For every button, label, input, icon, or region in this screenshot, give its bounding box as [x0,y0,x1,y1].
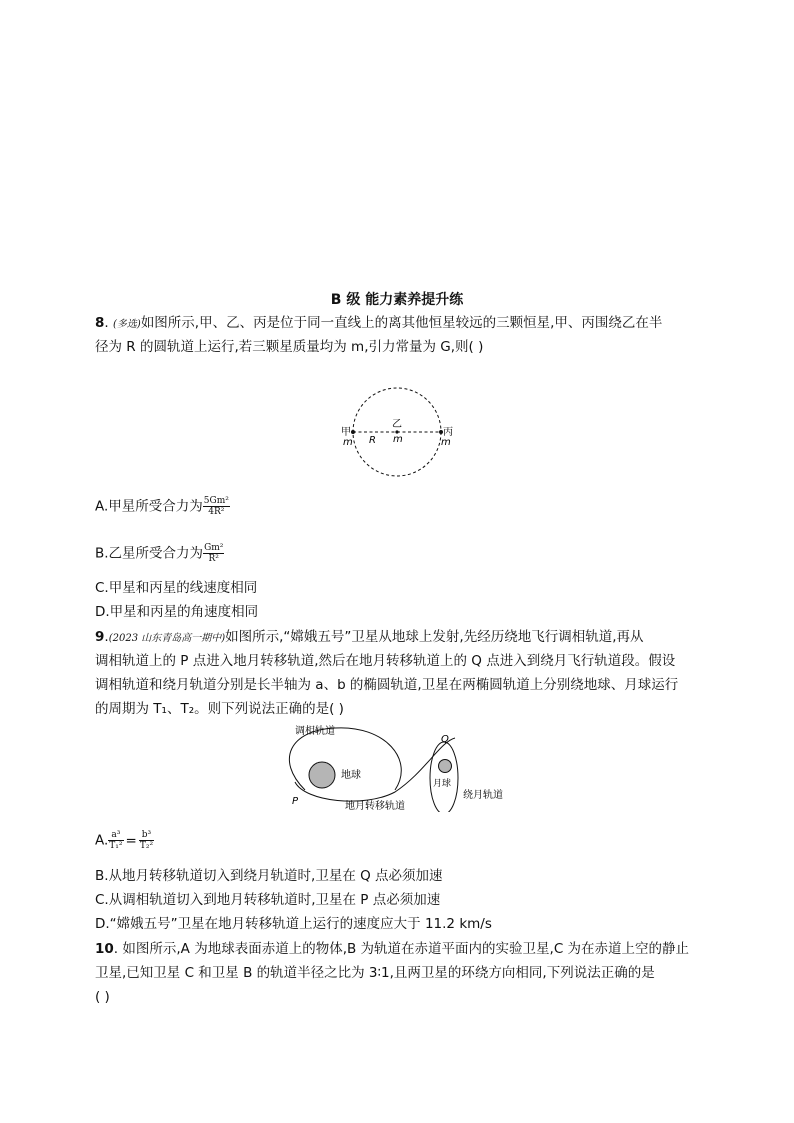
q9-option-c: C.从调相轨道切入到地月转移轨道时,卫星在 P 点必须加速 [95,892,441,908]
q8-number: 8 [95,315,105,331]
q8-label-R: R [369,435,376,446]
q9-stem-line2: 调相轨道上的 P 点进入地月转移轨道,然后在地月转移轨道上的 Q 点进入到绕月飞行轨道段。假设 [95,653,676,669]
q9-number: 9 [95,629,105,645]
q9-label-lunar-orbit: 绕月轨道 [463,790,503,801]
q8-option-a-den: 4R² [208,507,225,517]
q9-stem-line4: 的周期为 T₁、T₂。则下列说法正确的是( ) [95,701,344,717]
q9-label-transfer-orbit: 地月转移轨道 [345,801,405,812]
q8-option-b [95,543,224,564]
q8-option-a-num: 5Gm² [203,496,229,506]
q8-option-a-text: A.甲星所受合力为 [95,498,203,515]
q8-option-b-num: Gm² [204,543,224,553]
q9-option-b: B.从地月转移轨道切入到绕月轨道时,卫星在 Q 点必须加速 [95,868,443,884]
q8-option-b-text: B.乙星所受合力为 [95,545,204,562]
q9-option-a [95,830,154,851]
q8-label-m-bing: m [441,437,451,448]
q9-option-a-equals: = [125,832,137,849]
q10-stem-line1 [95,939,689,959]
q8-label-m-jia: m [343,437,353,448]
q8-label-m-yi: m [393,434,403,445]
q9-option-a-text: A. [95,832,109,849]
q9-figure [275,720,535,812]
q9-stem-line3: 调相轨道和绕月轨道分别是长半轴为 a、b 的椭圆轨道,卫星在两椭圆轨道上分别绕地球、月球运行 [95,677,679,693]
q9-option-a-right-num: b³ [139,830,154,841]
q9-label-earth: 地球 [341,770,361,781]
q8-tag: (多选) [113,319,141,330]
q9-label-Q: Q [441,734,449,745]
q10-text-line1: . 如图所示,A 为地球表面赤道上的物体,B 为轨道在赤道平面内的实验卫星,C 为在赤道上空的静止 [113,941,690,957]
q9-source: (2023 山东青岛高一期中) [108,633,226,644]
q8-option-b-den: R² [208,554,219,564]
q8-option-a [95,496,230,517]
q9-text-line1: 如图所示,“嫦娥五号”卫星从地球上发射,先经历绕地飞行调相轨道,再从 [225,629,644,645]
q8-star-jia [351,430,355,434]
q9-option-a-right-den: T₂² [139,841,154,851]
q8-text-line1: 如图所示,甲、乙、丙是位于同一直线上的离其他恒星较远的三颗恒星,甲、丙围绕乙在半 [140,315,663,331]
q8-option-c: C.甲星和丙星的线速度相同 [95,580,258,596]
q9-label-P: P [292,796,299,807]
q8-stem-line1: 8. (多选)如图所示,甲、乙、丙是位于同一直线上的离其他恒星较远的三颗恒星,甲、丙围绕乙在半 [95,315,663,331]
q8-option-b-fraction [203,543,224,564]
q9-label-phase-orbit: 调相轨道 [295,726,335,737]
q10-stem-line3: ( ) [95,989,110,1005]
q10-stem-line2: 卫星,已知卫星 C 和卫星 B 的轨道半径之比为 3∶1,且两卫星的环绕方向相同,下列说法正确的是 [95,965,655,981]
q9-option-d: D.“嫦娥五号”卫星在地月转移轨道上运行的速度应大于 11.2 km/s [95,916,492,932]
q8-option-d: D.甲星和丙星的角速度相同 [95,604,259,620]
q8-label-bing: 丙 [443,427,453,438]
q8-label-yi: 乙 [392,419,402,430]
q9-stem-line1: 9.(2023 山东青岛高一期中)如图所示,“嫦娥五号”卫星从地球上发射,先经历绕地飞行调相轨道,再从 [95,629,644,645]
q9-option-a-left-den: T₁² [109,841,123,851]
q9-lunar-orbit [430,742,458,812]
q8-figure [330,384,460,494]
section-title: B 级 能力素养提升练 [330,292,464,308]
q9-option-a-right-fraction [139,830,154,851]
q9-option-a-left-num: a³ [108,830,123,841]
q8-stem-line2: 径为 R 的圆轨道上运行,若三颗星质量均为 m,引力常量为 G,则( ) [95,339,484,355]
q8-option-a-fraction [203,496,230,517]
q9-earth [309,762,335,788]
q8-label-jia: 甲 [341,427,351,438]
q9-option-a-left-fraction [108,830,123,851]
q10-number: 10 [95,941,114,957]
q9-moon [439,760,452,773]
q9-label-moon: 月球 [433,779,452,789]
